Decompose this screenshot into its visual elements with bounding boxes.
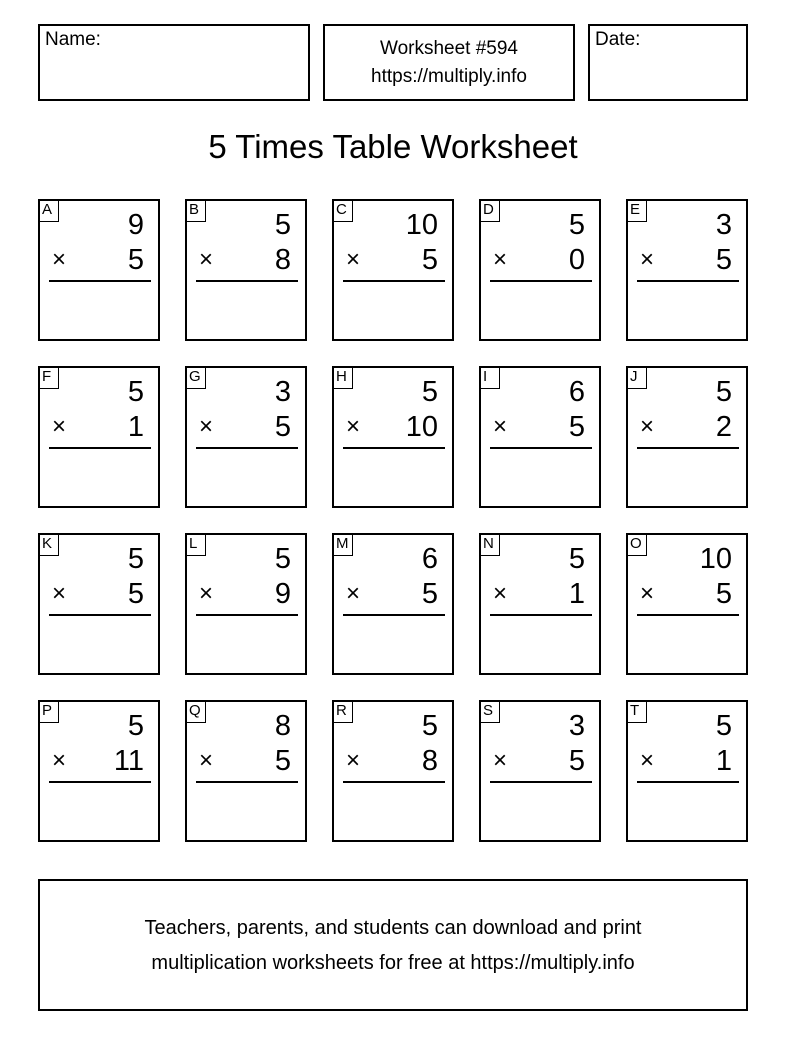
problem-multiplier: 5 <box>274 411 291 443</box>
answer-line <box>49 447 151 449</box>
answer-line <box>490 614 592 616</box>
times-sign: × <box>52 246 67 273</box>
problem-multiplicand: 5 <box>274 209 291 241</box>
answer-line <box>196 781 298 783</box>
problem-multiplicand: 10 <box>405 209 438 241</box>
problem-letter: L <box>185 533 206 556</box>
worksheet-url: https://multiply.info <box>371 66 527 87</box>
problem-card <box>38 366 160 508</box>
problem-letter: E <box>626 199 647 222</box>
problem-letter: G <box>185 366 206 389</box>
problem-letter: T <box>626 700 647 723</box>
problem-multiplicand: 6 <box>568 376 585 408</box>
problem-multiplier: 1 <box>715 745 732 777</box>
problem-multiplicand: 5 <box>568 209 585 241</box>
problem-multiplicand: 9 <box>127 209 144 241</box>
problem-card <box>479 533 601 675</box>
problem-multiplier: 11 <box>113 745 144 777</box>
problem-card <box>332 533 454 675</box>
problem-card <box>38 533 160 675</box>
times-sign: × <box>52 747 67 774</box>
times-sign: × <box>493 246 508 273</box>
problem-multiplier: 5 <box>127 578 144 610</box>
times-sign: × <box>199 246 214 273</box>
answer-line <box>196 614 298 616</box>
problem-card <box>185 700 307 842</box>
problem-card <box>185 533 307 675</box>
problem-multiplier: 0 <box>568 244 585 276</box>
times-sign: × <box>199 747 214 774</box>
problem-card <box>479 199 601 341</box>
problem-multiplicand: 5 <box>421 376 438 408</box>
problem-multiplicand: 3 <box>274 376 291 408</box>
problem-letter: S <box>479 700 500 723</box>
answer-line <box>49 614 151 616</box>
date-label: Date: <box>595 29 641 50</box>
problem-letter: A <box>38 199 59 222</box>
problem-multiplier: 8 <box>274 244 291 276</box>
problem-card <box>479 366 601 508</box>
problem-card <box>332 700 454 842</box>
problem-multiplier: 5 <box>274 745 291 777</box>
problem-letter: R <box>332 700 353 723</box>
problem-multiplicand: 5 <box>715 710 732 742</box>
times-sign: × <box>199 580 214 607</box>
answer-line <box>637 781 739 783</box>
problem-card <box>626 700 748 842</box>
answer-line <box>637 447 739 449</box>
problem-multiplier: 8 <box>421 745 438 777</box>
times-sign: × <box>640 246 655 273</box>
problem-multiplicand: 3 <box>715 209 732 241</box>
answer-line <box>637 614 739 616</box>
problem-multiplier: 5 <box>568 411 585 443</box>
problem-card <box>626 366 748 508</box>
answer-line <box>343 280 445 282</box>
times-sign: × <box>640 747 655 774</box>
answer-line <box>49 280 151 282</box>
problem-multiplicand: 5 <box>274 543 291 575</box>
page-title: 5 Times Table Worksheet <box>208 128 578 165</box>
problem-letter: B <box>185 199 206 222</box>
problem-card <box>185 199 307 341</box>
problem-card <box>626 199 748 341</box>
problem-multiplicand: 5 <box>568 543 585 575</box>
answer-line <box>196 447 298 449</box>
problem-card <box>332 366 454 508</box>
problem-letter: D <box>479 199 500 222</box>
problem-letter: K <box>38 533 59 556</box>
times-sign: × <box>199 413 214 440</box>
times-sign: × <box>640 413 655 440</box>
problem-letter: I <box>479 366 500 389</box>
problem-multiplier: 5 <box>421 244 438 276</box>
problem-multiplier: 5 <box>715 244 732 276</box>
problem-letter: P <box>38 700 59 723</box>
problem-card <box>185 366 307 508</box>
times-sign: × <box>493 413 508 440</box>
problem-multiplier: 1 <box>127 411 144 443</box>
date-field-box <box>588 24 748 101</box>
times-sign: × <box>346 246 361 273</box>
footer-line-1: Teachers, parents, and students can download and print <box>144 917 642 939</box>
times-sign: × <box>493 580 508 607</box>
answer-line <box>490 447 592 449</box>
name-label: Name: <box>45 29 101 50</box>
problem-multiplier: 2 <box>715 411 732 443</box>
times-sign: × <box>493 747 508 774</box>
footer-note <box>38 879 748 1011</box>
problem-multiplicand: 5 <box>127 376 144 408</box>
problem-multiplicand: 5 <box>421 710 438 742</box>
problem-multiplicand: 6 <box>421 543 438 575</box>
problem-multiplier: 5 <box>127 244 144 276</box>
answer-line <box>490 280 592 282</box>
times-sign: × <box>346 747 361 774</box>
problem-letter: Q <box>185 700 206 723</box>
times-sign: × <box>346 413 361 440</box>
problem-card <box>332 199 454 341</box>
worksheet-number: Worksheet #594 <box>379 38 518 59</box>
times-sign: × <box>52 413 67 440</box>
problem-letter: H <box>332 366 353 389</box>
problem-multiplicand: 10 <box>699 543 732 575</box>
problem-multiplicand: 5 <box>127 543 144 575</box>
problem-letter: F <box>38 366 59 389</box>
problem-multiplier: 10 <box>405 411 438 443</box>
footer-line-2: multiplication worksheets for free at https://multiply.info <box>151 952 635 974</box>
problem-card <box>626 533 748 675</box>
problem-multiplicand: 5 <box>127 710 144 742</box>
answer-line <box>343 447 445 449</box>
problem-letter: O <box>626 533 647 556</box>
times-sign: × <box>52 580 67 607</box>
problem-multiplier: 9 <box>274 578 291 610</box>
problem-multiplier: 5 <box>421 578 438 610</box>
answer-line <box>490 781 592 783</box>
name-field-box <box>38 24 310 101</box>
problem-multiplicand: 3 <box>568 710 585 742</box>
problem-multiplier: 5 <box>715 578 732 610</box>
problem-multiplier: 1 <box>568 578 585 610</box>
times-sign: × <box>640 580 655 607</box>
problem-letter: M <box>332 533 353 556</box>
problem-card <box>38 700 160 842</box>
times-sign: × <box>346 580 361 607</box>
answer-line <box>49 781 151 783</box>
problem-letter: N <box>479 533 500 556</box>
problem-letter: C <box>332 199 353 222</box>
problem-card <box>38 199 160 341</box>
problem-multiplicand: 8 <box>274 710 291 742</box>
answer-line <box>196 280 298 282</box>
problem-multiplier: 5 <box>568 745 585 777</box>
answer-line <box>343 614 445 616</box>
answer-line <box>343 781 445 783</box>
answer-line <box>637 280 739 282</box>
worksheet-info-box <box>323 24 575 101</box>
problem-card <box>479 700 601 842</box>
problem-letter: J <box>626 366 647 389</box>
problem-multiplicand: 5 <box>715 376 732 408</box>
